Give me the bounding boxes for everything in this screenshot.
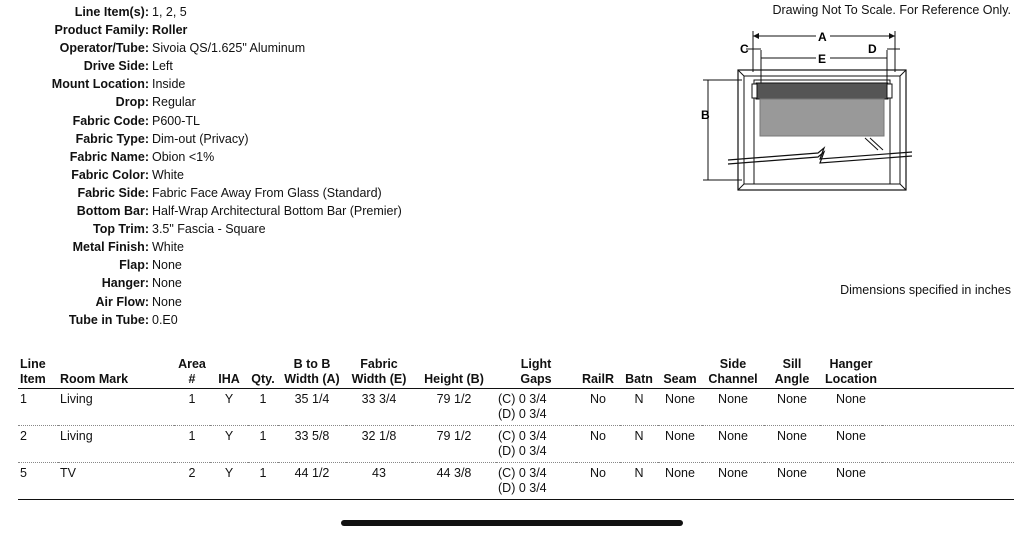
column-header <box>702 357 764 389</box>
spec-label: Fabric Code: <box>72 113 149 128</box>
spec-row <box>0 21 460 39</box>
spec-label: Top Trim: <box>92 222 149 237</box>
spec-row <box>0 238 460 256</box>
table-cell-room: Living <box>58 426 174 463</box>
spec-row <box>0 184 460 202</box>
scale-note: Drawing Not To Scale. For Reference Only. <box>772 3 1011 17</box>
column-header-line2: IHA <box>218 371 240 386</box>
light-gap-c: (C) 0 3/4 <box>498 466 547 480</box>
spec-label: Bottom Bar: <box>76 204 149 219</box>
column-header-line1 <box>622 357 656 372</box>
light-gap-d: (D) 0 3/4 <box>498 443 547 458</box>
spec-value: Dim-out (Privacy) <box>152 131 249 146</box>
table-cell-h: 79 1/2 <box>412 426 496 463</box>
table-cell-sill: None <box>764 426 820 463</box>
spec-label: Air Flow: <box>95 294 149 309</box>
column-header <box>764 357 820 389</box>
column-header-line2: Location <box>824 371 878 386</box>
table-cell-area: 1 <box>174 389 210 426</box>
column-header-line1: Sill <box>782 357 802 371</box>
table-cell-item: 5 <box>18 463 58 500</box>
column-header <box>576 357 620 389</box>
table-cell-qty: 1 <box>248 426 278 463</box>
spec-value: P600-TL <box>152 113 200 128</box>
table-cell-area: 1 <box>174 426 210 463</box>
spec-value: Regular <box>152 95 196 110</box>
table-cell-room: TV <box>58 463 174 500</box>
column-header-line1 <box>212 357 246 372</box>
column-header-line2: Batn <box>625 371 653 386</box>
table-cell-batn: N <box>620 463 658 500</box>
dim-d-label: D <box>868 42 877 56</box>
table-cell-iha: Y <box>210 389 248 426</box>
column-header-line2: # <box>188 371 196 386</box>
spec-value: None <box>152 294 182 309</box>
light-gap-c: (C) 0 3/4 <box>498 429 547 443</box>
table-cell-h: 79 1/2 <box>412 389 496 426</box>
dim-b-label: B <box>701 108 710 122</box>
column-header-line1 <box>660 357 700 372</box>
spec-row <box>0 274 460 292</box>
spec-label: Operator/Tube: <box>59 41 149 56</box>
spec-row <box>0 3 460 21</box>
column-header-line2: Room Mark <box>60 371 129 386</box>
table-cell-seam: None <box>658 426 702 463</box>
shade-diagram <box>700 28 918 196</box>
table-cell-item: 2 <box>18 426 58 463</box>
table-cell-railr: No <box>576 389 620 426</box>
shade-fabric <box>760 99 884 136</box>
table-cell-item: 1 <box>18 389 58 426</box>
table-row <box>18 463 1014 500</box>
column-header <box>248 357 278 389</box>
spec-value: None <box>152 258 182 273</box>
table-row <box>18 426 1014 463</box>
column-header-line2: Gaps <box>520 371 552 386</box>
column-header-line2: Qty. <box>251 371 275 386</box>
column-header-line2: Channel <box>708 371 758 386</box>
table-cell-filler <box>882 426 1014 463</box>
spec-row <box>0 202 460 220</box>
table-cell-fw: 43 <box>346 463 412 500</box>
spec-row <box>0 220 460 238</box>
spec-row <box>0 93 460 111</box>
column-header-line1: Side <box>719 357 747 371</box>
table-cell-hanger: None <box>820 389 882 426</box>
spec-label: Fabric Type: <box>75 131 149 146</box>
table-cell-gap <box>496 426 576 463</box>
column-header-line2: Item <box>20 371 46 386</box>
table-cell-area: 2 <box>174 463 210 500</box>
table-cell-filler <box>882 463 1014 500</box>
column-header-line1: B to B <box>293 357 331 371</box>
spec-label: Hanger: <box>101 276 149 291</box>
spec-label: Fabric Color: <box>71 167 149 182</box>
spec-label: Product Family: <box>54 23 149 38</box>
spec-row <box>0 75 460 93</box>
fascia <box>756 83 888 99</box>
table-cell-bb: 44 1/2 <box>278 463 346 500</box>
table-cell-sill: None <box>764 389 820 426</box>
table-cell-sill: None <box>764 463 820 500</box>
spec-value: None <box>152 276 182 291</box>
spec-label: Drop: <box>115 95 149 110</box>
column-header <box>210 357 248 389</box>
column-header-line1: Line <box>20 357 46 371</box>
spec-value: 1, 2, 5 <box>152 5 187 19</box>
dim-a-arrow-right <box>889 33 895 39</box>
column-header <box>18 357 58 389</box>
spec-row <box>0 39 460 57</box>
spec-row <box>0 148 460 166</box>
dim-e-label: E <box>818 52 827 66</box>
table-cell-railr: No <box>576 463 620 500</box>
column-header-line1 <box>414 357 494 372</box>
spec-label: Drive Side: <box>83 59 149 74</box>
spec-label: Line Item(s): <box>74 5 149 19</box>
table-cell-gap <box>496 463 576 500</box>
spec-value: Fabric Face Away From Glass (Standard) <box>152 185 382 200</box>
table-body <box>18 389 1014 500</box>
spec-value: White <box>152 167 184 182</box>
column-header <box>278 357 346 389</box>
spec-label: Flap: <box>119 258 149 273</box>
table-cell-side: None <box>702 463 764 500</box>
column-header <box>412 357 496 389</box>
table-cell-bb: 35 1/4 <box>278 389 346 426</box>
table-cell-railr: No <box>576 426 620 463</box>
column-header <box>174 357 210 389</box>
spec-row <box>0 130 460 148</box>
spec-value: Roller <box>152 23 188 38</box>
column-header-filler <box>882 357 1014 389</box>
spec-row <box>0 293 460 311</box>
table-cell-qty: 1 <box>248 389 278 426</box>
spec-label: Fabric Name: <box>69 149 149 164</box>
table-cell-gap <box>496 389 576 426</box>
table-cell-iha: Y <box>210 426 248 463</box>
table-cell-bb: 33 5/8 <box>278 426 346 463</box>
spec-row <box>0 57 460 75</box>
column-header <box>820 357 882 389</box>
table-cell-side: None <box>702 389 764 426</box>
column-header-line2: Seam <box>663 371 697 386</box>
column-header-line2: Angle <box>774 371 810 386</box>
table-cell-batn: N <box>620 389 658 426</box>
spec-label: Mount Location: <box>51 77 149 92</box>
table-cell-iha: Y <box>210 463 248 500</box>
spec-label: Fabric Side: <box>77 185 149 200</box>
spec-row <box>0 311 460 329</box>
dim-a-arrow-left <box>753 33 759 39</box>
column-header-line1: Area <box>178 357 206 371</box>
table-cell-seam: None <box>658 463 702 500</box>
column-header-line1: Hanger <box>829 357 873 371</box>
spec-row <box>0 112 460 130</box>
table-cell-batn: N <box>620 426 658 463</box>
column-header <box>658 357 702 389</box>
column-header <box>346 357 412 389</box>
column-header <box>496 357 576 389</box>
table-cell-filler <box>882 389 1014 426</box>
table-cell-fw: 33 3/4 <box>346 389 412 426</box>
table-cell-fw: 32 1/8 <box>346 426 412 463</box>
spec-value: Left <box>152 59 173 74</box>
units-note: Dimensions specified in inches <box>840 283 1011 297</box>
table-cell-side: None <box>702 426 764 463</box>
spec-value: 0.E0 <box>152 312 178 327</box>
light-gap-d: (D) 0 3/4 <box>498 480 547 495</box>
spec-value: 3.5" Fascia - Square <box>152 222 266 237</box>
home-indicator[interactable] <box>341 520 683 526</box>
spec-row <box>0 166 460 184</box>
table-cell-room: Living <box>58 389 174 426</box>
spec-value: Obion <1% <box>152 149 215 164</box>
spec-row <box>0 256 460 274</box>
table-cell-seam: None <box>658 389 702 426</box>
column-header-line1: Fabric <box>360 357 398 371</box>
column-header-line1 <box>578 357 618 372</box>
spec-value: Inside <box>152 77 186 92</box>
spec-value: White <box>152 240 184 255</box>
light-gap-d: (D) 0 3/4 <box>498 406 547 421</box>
dim-c-label: C <box>740 42 749 56</box>
column-header-line2: RailR <box>582 371 614 386</box>
column-header-line1 <box>250 357 276 372</box>
spec-value: Sivoia QS/1.625" Aluminum <box>152 41 306 56</box>
line-items-table <box>18 357 1014 500</box>
column-header-line2: Width (E) <box>351 371 407 386</box>
column-header-line1 <box>60 357 172 372</box>
table-row <box>18 389 1014 426</box>
table-cell-h: 44 3/8 <box>412 463 496 500</box>
spec-label: Tube in Tube: <box>68 312 149 327</box>
light-gap-c: (C) 0 3/4 <box>498 392 547 406</box>
spec-list <box>0 3 460 329</box>
column-header-line1: Light <box>520 357 552 371</box>
dim-a-label: A <box>818 30 827 44</box>
table-cell-hanger: None <box>820 426 882 463</box>
column-header-line2: Width (A) <box>284 371 340 386</box>
spec-value: Half-Wrap Architectural Bottom Bar (Premier) <box>152 204 402 219</box>
table-cell-qty: 1 <box>248 463 278 500</box>
column-header <box>620 357 658 389</box>
table-cell-hanger: None <box>820 463 882 500</box>
column-header <box>58 357 174 389</box>
spec-label: Metal Finish: <box>72 240 149 255</box>
table-header-row <box>18 357 1014 389</box>
column-header-line2: Height (B) <box>424 371 484 386</box>
